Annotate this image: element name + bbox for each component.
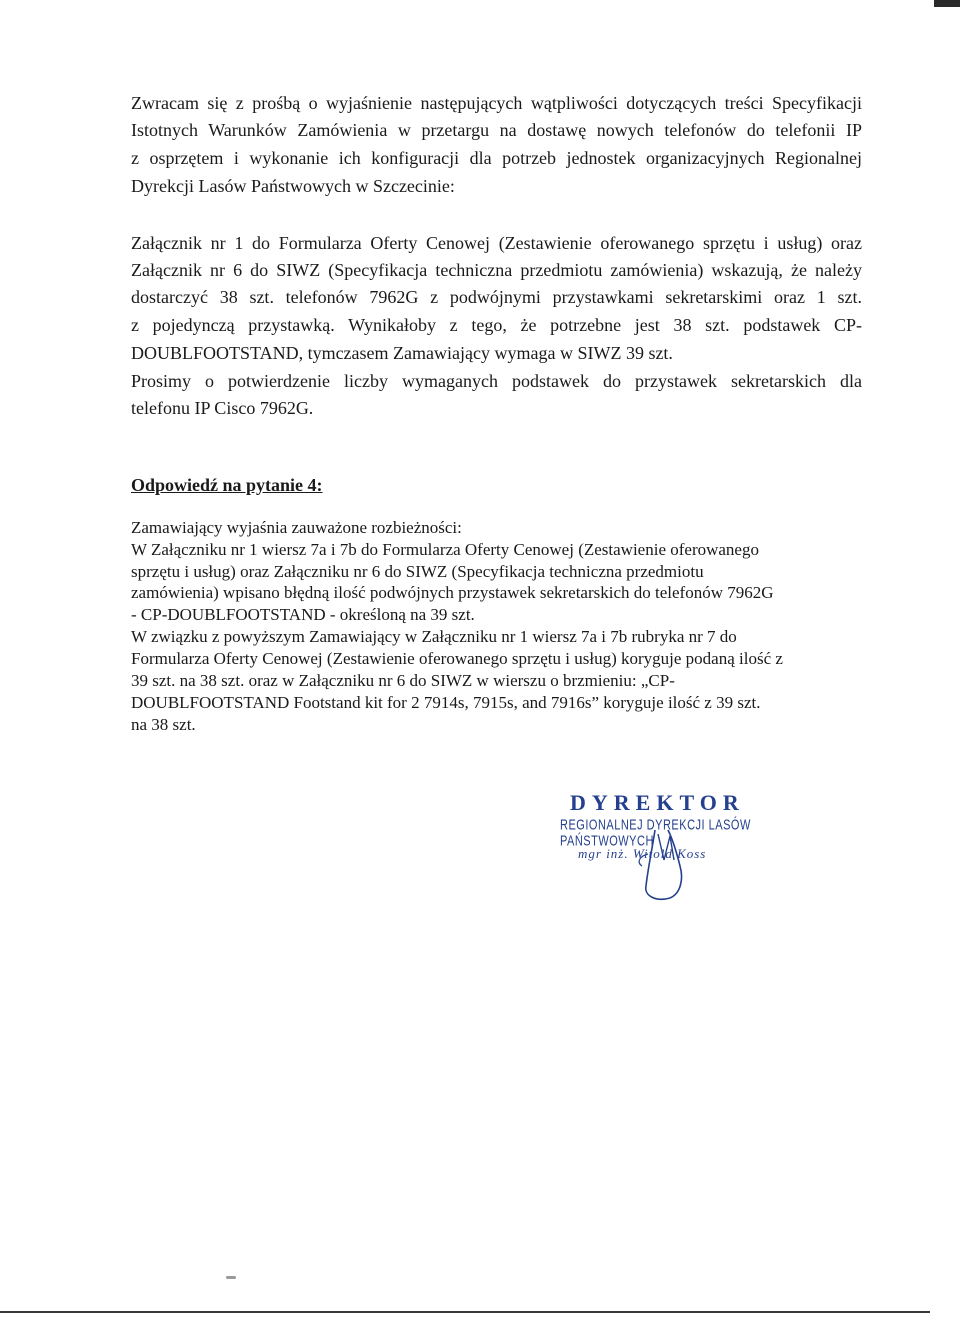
answer-line: - CP-DOUBLFOOTSTAND - określoną na 39 szt. — [131, 605, 475, 624]
scan-corner-mark — [934, 0, 960, 7]
intro-line: Zwracam się z prośbą o wyjaśnienie następujących wątpliwości dotyczących treści Specyfikacji — [131, 93, 862, 113]
question-line: Prosimy o potwierdzenie liczby wymaganych podstawek do przystawek sekretarskich dla — [131, 371, 862, 391]
intro-line: z osprzętem i wykonanie ich konfiguracji dla potrzeb jednostek organizacyjnych Regionalnej — [131, 148, 862, 168]
answer-line: 39 szt. na 38 szt. oraz w Załączniku nr 6 do SIWZ w wierszu o brzmieniu: „CP- — [131, 671, 675, 690]
stamp-name: mgr inż. Witold Koss — [578, 846, 707, 861]
stamp-institution: REGIONALNEJ DYREKCJI LASÓW PAŃSTWOWYCH — [560, 818, 751, 850]
question-line: Załącznik nr 6 do SIWZ (Specyfikacja techniczna przedmiotu zamówienia) wskazują, że należy — [131, 260, 862, 280]
answer-line: na 38 szt. — [131, 715, 196, 734]
answer-line: Formularza Oferty Cenowej (Zestawienie oferowanego sprzętu i usług) koryguje podaną ilość z — [131, 649, 783, 668]
question-line: Załącznik nr 1 do Formularza Oferty Cenowej (Zestawienie oferowanego sprzętu i usług) oraz — [131, 233, 862, 253]
stamp-title: DYREKTOR — [570, 790, 745, 815]
intro-line: Istotnych Warunków Zamówienia w przetargu na dostawę nowych telefonów do telefonii IP — [131, 120, 862, 140]
question-line: z pojedynczą przystawką. Wynikałoby z tego, że potrzebne jest 38 szt. podstawek CP- — [131, 315, 862, 335]
answer-heading: Odpowiedź na pytanie 4: — [131, 475, 323, 495]
intro-line: Dyrekcji Lasów Państwowych w Szczecinie: — [131, 176, 455, 196]
answer-line: zamówienia) wpisano błędną ilość podwójnych przystawek sekretarskich do telefonów 7962G — [131, 583, 774, 602]
question-line: telefonu IP Cisco 7962G. — [131, 398, 314, 418]
answer-line: DOUBLFOOTSTAND Footstand kit for 2 7914s, 7915s, and 7916s” koryguje ilość z 39 szt. — [131, 693, 761, 712]
answer-line: sprzętu i usług) oraz Załączniku nr 6 do SIWZ (Specyfikacja techniczna przedmiotu — [131, 562, 704, 581]
answer-line: Zamawiający wyjaśnia zauważone rozbieżności: — [131, 518, 462, 537]
answer-line: W Załączniku nr 1 wiersz 7a i 7b do Formularza Oferty Cenowej (Zestawienie oferowanego — [131, 540, 759, 559]
signature-icon — [560, 790, 780, 910]
question-line: dostarczyć 38 szt. telefonów 7962G z podwójnymi przystawkami sekretarskimi oraz 1 szt. — [131, 287, 862, 307]
scan-speck — [226, 1276, 236, 1279]
director-stamp — [560, 790, 780, 910]
answer-line: W związku z powyższym Zamawiający w Załączniku nr 1 wiersz 7a i 7b rubryka nr 7 do — [131, 627, 737, 646]
question-line: DOUBLFOOTSTAND, tymczasem Zamawiający wymaga w SIWZ 39 szt. — [131, 343, 673, 363]
bottom-rule — [0, 1311, 930, 1313]
